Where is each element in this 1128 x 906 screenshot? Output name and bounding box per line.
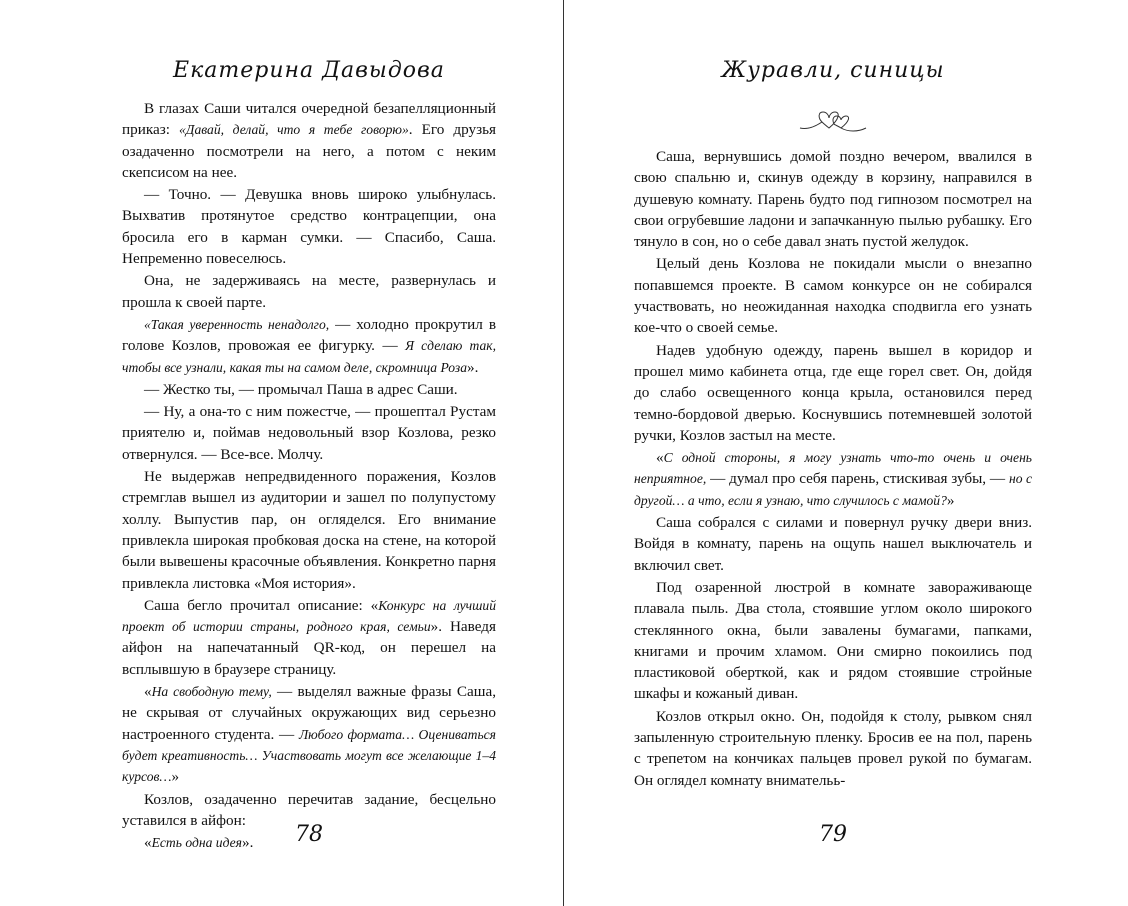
text-segment: . Его друзья озадаченно посмотрели на него, а потом с неким скепсисом на нее.	[122, 121, 496, 181]
text-segment: — выделял важные фразы Саша, не скрывая от случайных окружающих вид серьезно настроенного студента. —	[122, 683, 496, 743]
paragraph	[122, 466, 496, 594]
text-segment: — думал про себя парень, стискивая зубы, —	[706, 470, 1009, 488]
gutter-line	[563, 0, 564, 906]
paragraph	[634, 577, 1032, 705]
text-segment: Целый день Козлова не покидали мысли о внезапно попавшемся проекте. В самом конкурсе он не собирался участвовать, но неожиданная находка сподвигла его узнать кое-что о своей семье.	[634, 255, 1032, 337]
paragraph	[634, 340, 1032, 446]
page-number-right: 79	[819, 822, 847, 847]
italic-text: Конкурс на лучший проект об истории страны, родного края, семьи	[122, 597, 496, 635]
italic-text: Есть одна идея	[151, 835, 242, 851]
text-segment: «	[144, 683, 152, 701]
right-page	[634, 0, 1032, 906]
text-segment: — холодно прокрутил в голове Козлов, провожая ее фигурку. —	[122, 315, 496, 355]
text-segment: Саша собрался с силами и повернул ручку двери вниз. Войдя в комнату, парень на ощупь нашел выключатель и включил свет.	[634, 514, 1032, 574]
paragraph	[122, 681, 496, 787]
text-segment: Надев удобную одежду, парень вышел в коридор и прошел мимо кабинета отца, где еще горел свет. Он, дойдя до слабо освещенного конца крыла, остановился перед темно-бордовой дверью. Коснувшись потемневшей золотой ручки, Козлов застыл на месте.	[634, 341, 1032, 444]
paragraph	[634, 253, 1032, 338]
text-segment: — Точно. — Девушка вновь широко улыбнулась. Выхватив протянутое средство контрацепции, она бросила его в карман сумки. — Спасибо, Саша. Непременно повеселюсь.	[122, 186, 496, 268]
text-segment: Она, не задерживаясь на месте, развернулась и прошла к своей парте.	[122, 272, 496, 311]
text-segment: Козлов открыл окно. Он, подойдя к столу, рывком снял запыленную строительную пленку. Бросив ее на пол, парень с трепетом на кончиках пальцев провел рукой по бумагам. Он оглядел комнату внимательь-	[634, 707, 1032, 789]
hearts-ornament-icon	[634, 108, 1032, 138]
paragraph	[122, 270, 496, 313]
text-segment: В глазах Саши читался очередной безапелляционный приказ:	[122, 100, 496, 139]
paragraph	[122, 401, 496, 465]
left-page-text	[122, 98, 496, 853]
text-segment: — Жестко ты, — промычал Паша в адрес Саши.	[144, 380, 458, 398]
text-segment: — Ну, а она-то с ним пожестче, — прошептал Рустам приятелю и, поймав недовольный взор Козлова, резко отвернулся. — Все-все. Молчу.	[122, 403, 496, 463]
paragraph	[122, 184, 496, 269]
paragraph	[634, 512, 1032, 576]
italic-text: Любого формата… Оцениваться будет креативность… Участвовать могут все желающие 1–4 курсов…	[122, 726, 496, 785]
italic-text: «Такая уверенность ненадолго,	[144, 316, 330, 332]
text-segment: Саша бегло прочитал описание: «	[144, 596, 379, 614]
paragraph	[634, 706, 1032, 791]
paragraph	[122, 379, 496, 400]
running-head-title: Журавли, синицы	[721, 58, 945, 83]
italic-text: Я сделаю так, чтобы все узнали, какая ты на самом деле, скромница Роза	[122, 338, 496, 375]
text-segment: Под озаренной люстрой в комнате завораживающе плавала пыль. Два стола, стоявшие углом около широкого стеклянного окна, были завалены бумагами, папками, книгами и прочим хламом. Они смирно покоились под пластиковой оберткой, как и рядом стоявшие стройные шкафы и кожаный диван.	[634, 578, 1032, 703]
text-segment: «	[144, 834, 152, 852]
text-segment: ».	[241, 834, 254, 852]
italic-text: С одной стороны, я могу узнать что-то очень и очень неприятное,	[634, 450, 1032, 487]
text-segment: ».	[467, 358, 479, 376]
page-number-left: 78	[295, 822, 323, 847]
italic-text: «Давай, делай, что я тебе говорю»	[179, 122, 409, 138]
running-head-author: Екатерина Давыдова	[173, 58, 445, 83]
text-segment: ». Наведя айфон на напечатанный QR-код, он перешел на всплывшую в браузере страницу.	[122, 618, 497, 678]
text-segment: Не выдержав непредвиденного поражения, Козлов стремглав вышел из аудитории и зашел по полупустому холлу. Выпустив пар, он огляделся. Его внимание привлекла широкая пробковая доска на стене, на которой были вывешены красочные объявления. Конкретно парня привлекла листовка «Моя история».	[122, 468, 496, 592]
right-page-text	[634, 146, 1032, 791]
text-segment: Козлов, озадаченно перечитав задание, бесцельно уставился в айфон:	[122, 790, 496, 829]
italic-text: но с другой… а что, если я узнаю, что случилось с мамой?	[634, 471, 1032, 508]
paragraph	[634, 146, 1032, 252]
text-segment: »	[171, 768, 180, 786]
paragraph	[122, 314, 496, 378]
left-page	[122, 0, 496, 906]
text-segment: «	[656, 449, 664, 467]
paragraph	[634, 447, 1032, 511]
paragraph	[122, 595, 496, 680]
text-segment: »	[946, 491, 955, 509]
paragraph	[122, 98, 496, 183]
italic-text: На свободную тему,	[151, 684, 272, 700]
text-segment: Саша, вернувшись домой поздно вечером, ввалился в свою спальню и, скинув одежду в корзину, направился в душевую комнату. Парень будто под гипнозом посмотрел на свои огрубевшие ладони и запачканную пылью рубашку. Его тянуло в сон, но о себе давал знать пустой желудок.	[634, 148, 1032, 251]
